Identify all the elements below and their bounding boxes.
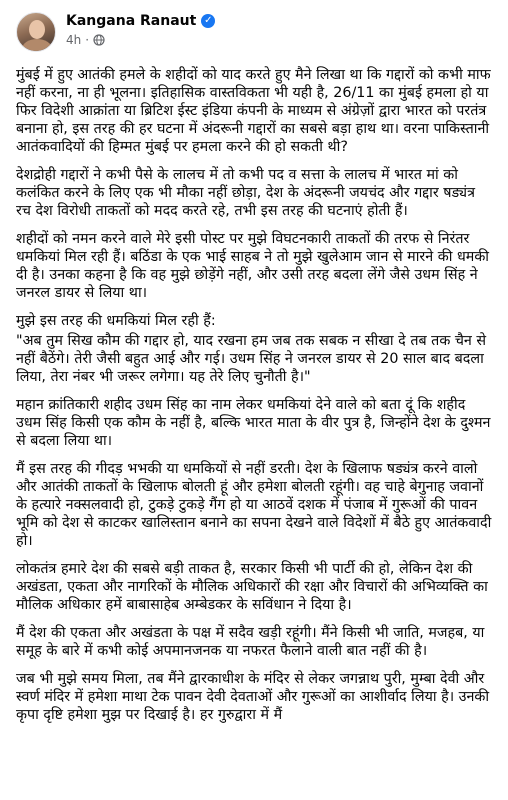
post-paragraph-9: मैं देश की एकता और अखंडता के पक्ष में सदैव खड़ी रहूंगी। मैंने किसी भी जाति, मजहब, या समूह के बारे में कभी कोई अपमानजनक या नफरत फैलाने वाली बात नहीं की है। [16, 625, 485, 659]
meta-separator: · [85, 33, 90, 47]
post-paragraph-6: महान क्रांतिकारी शहीद उधम सिंह का नाम लेकर धमकियां देने वाले को बता दूं कि शहीद उधम सिंह किसी एक कौम के नहीं है, बल्कि भारत माता के वीर पुत्र है, जिन्होंने देश के दुश्मन से बदला लिया था। [16, 397, 491, 449]
post-header [16, 10, 492, 54]
post-time[interactable]: 4h [66, 33, 82, 47]
post-paragraph-5: "अब तुम सिख कौम की गद्दार हो, याद रखना हम जब तक सबक न सीखा दे तब तक चैन से नहीं बैठेंगे। तेरी जैसी बहुत आई और गई। उधम सिंह ने जनरल डायर से 20 साल बाद बदला लिया, तेरा नंबर भी जरूर लगेगा। यह तेरे लिए चुनौती है।" [16, 333, 487, 385]
post-paragraph-2: देशद्रोही गद्दारों ने कभी पैसे के लालच में तो कभी पद व सत्ता के लालच में भारत मां को कलंकित करने के लिए एक भी मौका नहीं छोड़ा, देश के अंदरूनी जयचंद और गद्दार षड्यंत्र रच देश विरोधी ताकतों को मदद करते रहे, तभी इस तरह की घटनाएं होती हैं। [16, 167, 475, 219]
post-paragraph-3: शहीदों को नमन करने वाले मेरे इसी पोस्ट पर मुझे विघटनकारी ताकतों की तरफ से निरंतर धमकियां मिल रही हैं। बठिंडा के एक भाई साहब ने तो मुझे खुलेआम जान से मारने की धमकी दी है। उनका कहना है कि वह मुझे छोड़ेंगे नहीं, और उसी तरह बदला लेंगे जैसे उधम सिंह ने जनरल डायर से लिया था। [16, 231, 490, 301]
author-name[interactable]: Kangana Ranaut [66, 13, 197, 29]
avatar[interactable] [16, 12, 56, 52]
author-row [66, 13, 215, 29]
post-body [16, 66, 494, 730]
globe-icon[interactable] [93, 34, 105, 46]
avatar-body [22, 39, 52, 52]
post-paragraph-10: जब भी मुझे समय मिला, तब मैंने द्वारकाधीश के मंदिर से लेकर जगन्नाथ पुरी, मुम्बा देवी और स्वर्ण मंदिर में हमेशा माथा टेक पावन देवी देवताओं और गुरूओं का आशीर्वाद लिया है। उनकी कृपा दृष्टि हमेशा मुझ पर दिखाई है। हर गुरुद्वारा में मैं [16, 671, 490, 723]
post-meta [66, 33, 105, 47]
post-paragraph-4: मुझे इस तरह की धमकियां मिल रही हैं: [16, 313, 216, 329]
post-paragraph-1: मुंबई में हुए आतंकी हमले के शहीदों को याद करते हुए मैने लिखा था कि गद्दारों को कभी माफ नहीं करना, ना ही भूलना। इतिहासिक वास्तविकता भी यही है, 26/11 का मुंबई हमला हो या फिर विदेशी आक्रांता या ब्रिटिश ईस्ट इंडिया कंपनी के माध्यम से अंग्रेज़ों द्वारा भारत को परतंत्र बनाना हो, इस तरह की हर घटना में अंदरूनी गद्दारों का सबसे बड़ा हाथ था। वरना पाकिस्तानी आतंकवादियों की हिम्मत मुंबई पर हमला करने की हो सकती थी? [16, 67, 491, 155]
verified-badge-icon: ✓ [201, 14, 215, 28]
post-paragraph-8: लोकतंत्र हमारे देश की सबसे बड़ी ताकत है, सरकार किसी भी पार्टी की हो, लेकिन देश की अखंडता, एकता और नागरिकों के मौलिक अधिकारों की रक्षा और विचारों की अभिव्यक्ति का मौलिक अधिकार हमें बाबासाहेब अम्बेडकर के सविंधान ने दिया है। [16, 561, 488, 613]
avatar-face [29, 20, 45, 39]
post-paragraph-7: मैं इस तरह की गीदड़ भभकी या धमकियों से नहीं डरती। देश के खिलाफ षड्यंत्र करने वालो और आतंकी ताकतों के खिलाफ बोलती हूं और हमेशा बोलती रहूंगी। वह चाहे बेगुनाह जवानों के हत्यारे नक्सलवादी हो, टुकड़े टुकड़े गैंग हो या आठवें दशक में पंजाब में गुरूओं की पावन भूमि को देश से काटकर खालिस्तान बनाने का सपना देखने वाले विदेशों में बैठे हुए आतंकवादी हो। [16, 461, 492, 549]
